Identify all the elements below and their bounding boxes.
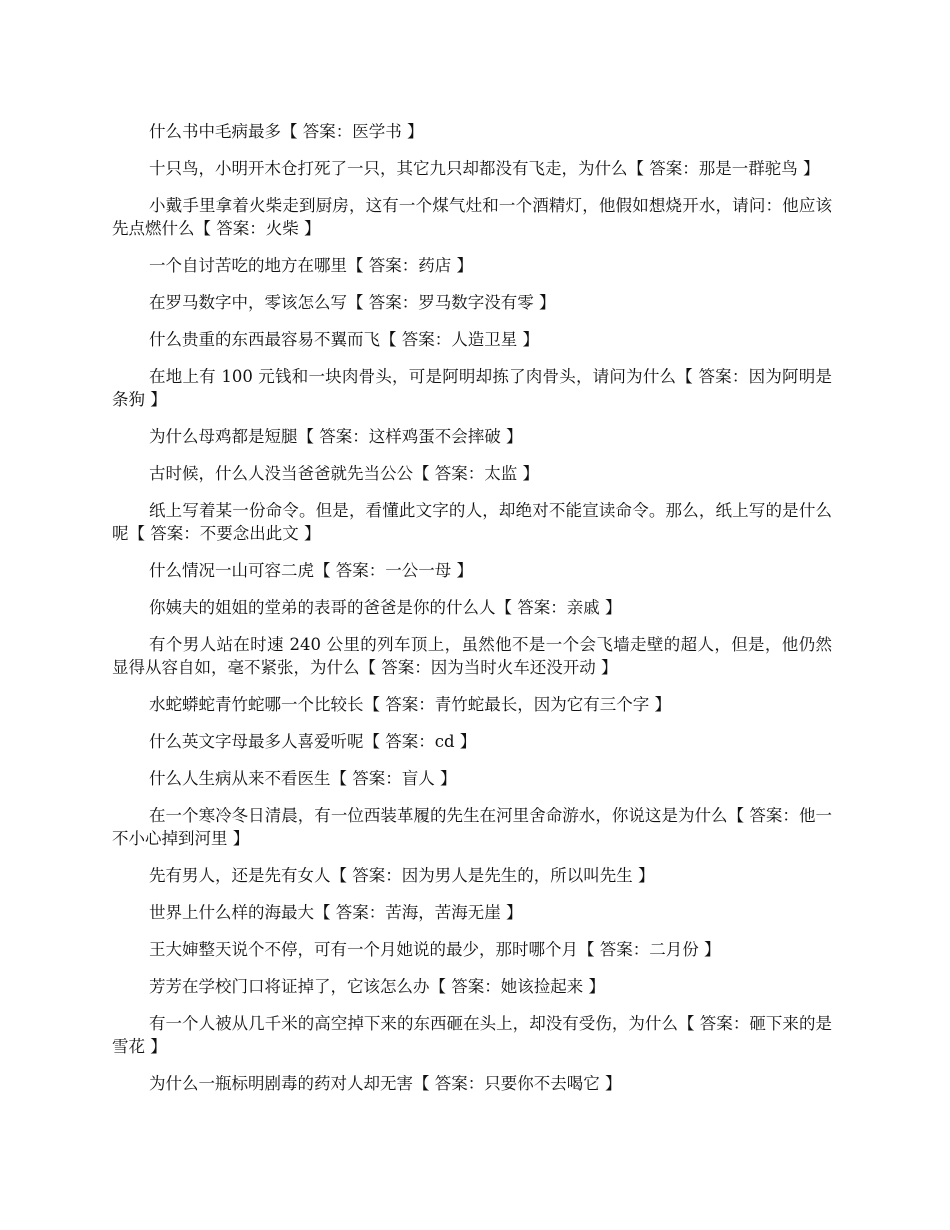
riddle-paragraph: 世界上什么样的海最大【 答案：苦海，苦海无崖 】 (149, 903, 523, 922)
riddle-paragraph: 先有男人，还是先有女人【 答案：因为男人是先生的，所以叫先生 】 (149, 866, 655, 885)
riddle-paragraph: 十只鸟，小明开木仓打死了一只，其它九只却都没有飞走，为什么【 答案：那是一群驼鸟 】 (149, 159, 820, 178)
riddle-paragraph: 水蛇蟒蛇青竹蛇哪一个比较长【 答案：青竹蛇最长，因为它有三个字 】 (149, 695, 671, 714)
riddle-paragraph: 有一个人被从几千米的高空掉下来的东西砸在头上，却没有受伤，为什么【 答案：砸下来的是雪花 】 (112, 1014, 832, 1056)
riddle-paragraph: 你姨夫的姐姐的堂弟的表哥的爸爸是你的什么人【 答案：亲戚 】 (149, 598, 622, 617)
riddle-paragraph: 在一个寒冷冬日清晨，有一位西装革履的先生在河里舍命游水，你说这是为什么【 答案：他一不小心掉到河里 】 (112, 806, 832, 848)
riddle-paragraph: 在地上有 100 元钱和一块肉骨头，可是阿明却拣了肉骨头，请问为什么【 答案：因为阿明是条狗 】 (112, 367, 832, 409)
riddle-paragraph: 芳芳在学校门口将证掉了，它该怎么办【 答案：她该捡起来 】 (149, 977, 605, 996)
riddle-paragraph: 什么情况一山可容二虎【 答案：一公一母 】 (149, 561, 473, 580)
riddle-paragraph: 纸上写着某一份命令。但是，看懂此文字的人，却绝对不能宣读命令。那么，纸上写的是什么呢【 答案：不要念出此文 】 (112, 501, 832, 543)
riddle-paragraph: 什么英文字母最多人喜爱听呢【 答案：cd 】 (149, 732, 477, 751)
riddle-paragraph: 什么人生病从来不看医生【 答案：盲人 】 (149, 769, 457, 788)
riddle-paragraph: 为什么母鸡都是短腿【 答案：这样鸡蛋不会摔破 】 (149, 427, 523, 446)
riddle-paragraph: 为什么一瓶标明剧毒的药对人却无害【 答案：只要你不去喝它 】 (149, 1074, 622, 1093)
riddle-paragraph: 什么贵重的东西最容易不翼而飞【 答案：人造卫星 】 (149, 330, 539, 349)
document-body (112, 120, 832, 1109)
riddle-paragraph: 一个自讨苦吃的地方在哪里【 答案：药店 】 (149, 256, 473, 275)
riddle-paragraph: 古时候，什么人没当爸爸就先当公公【 答案：太监 】 (149, 464, 539, 483)
riddle-paragraph: 王大婶整天说个不停，可有一个月她说的最少，那时哪个月【 答案：二月份 】 (149, 940, 721, 959)
riddle-paragraph: 小戴手里拿着火柴走到厨房，这有一个煤气灶和一个酒精灯，他假如想烧开水，请问：他应该先点燃什么【 答案：火柴 】 (112, 196, 832, 238)
riddle-paragraph: 在罗马数字中，零该怎么写【 答案：罗马数字没有零 】 (149, 293, 556, 312)
riddle-paragraph: 什么书中毛病最多【 答案：医学书 】 (149, 122, 424, 141)
riddle-paragraph: 有个男人站在时速 240 公里的列车顶上，虽然他不是一个会飞墙走壁的超人，但是，他仍然显得从容自如，毫不紧张，为什么【 答案：因为当时火车还没开动 】 (112, 635, 832, 677)
